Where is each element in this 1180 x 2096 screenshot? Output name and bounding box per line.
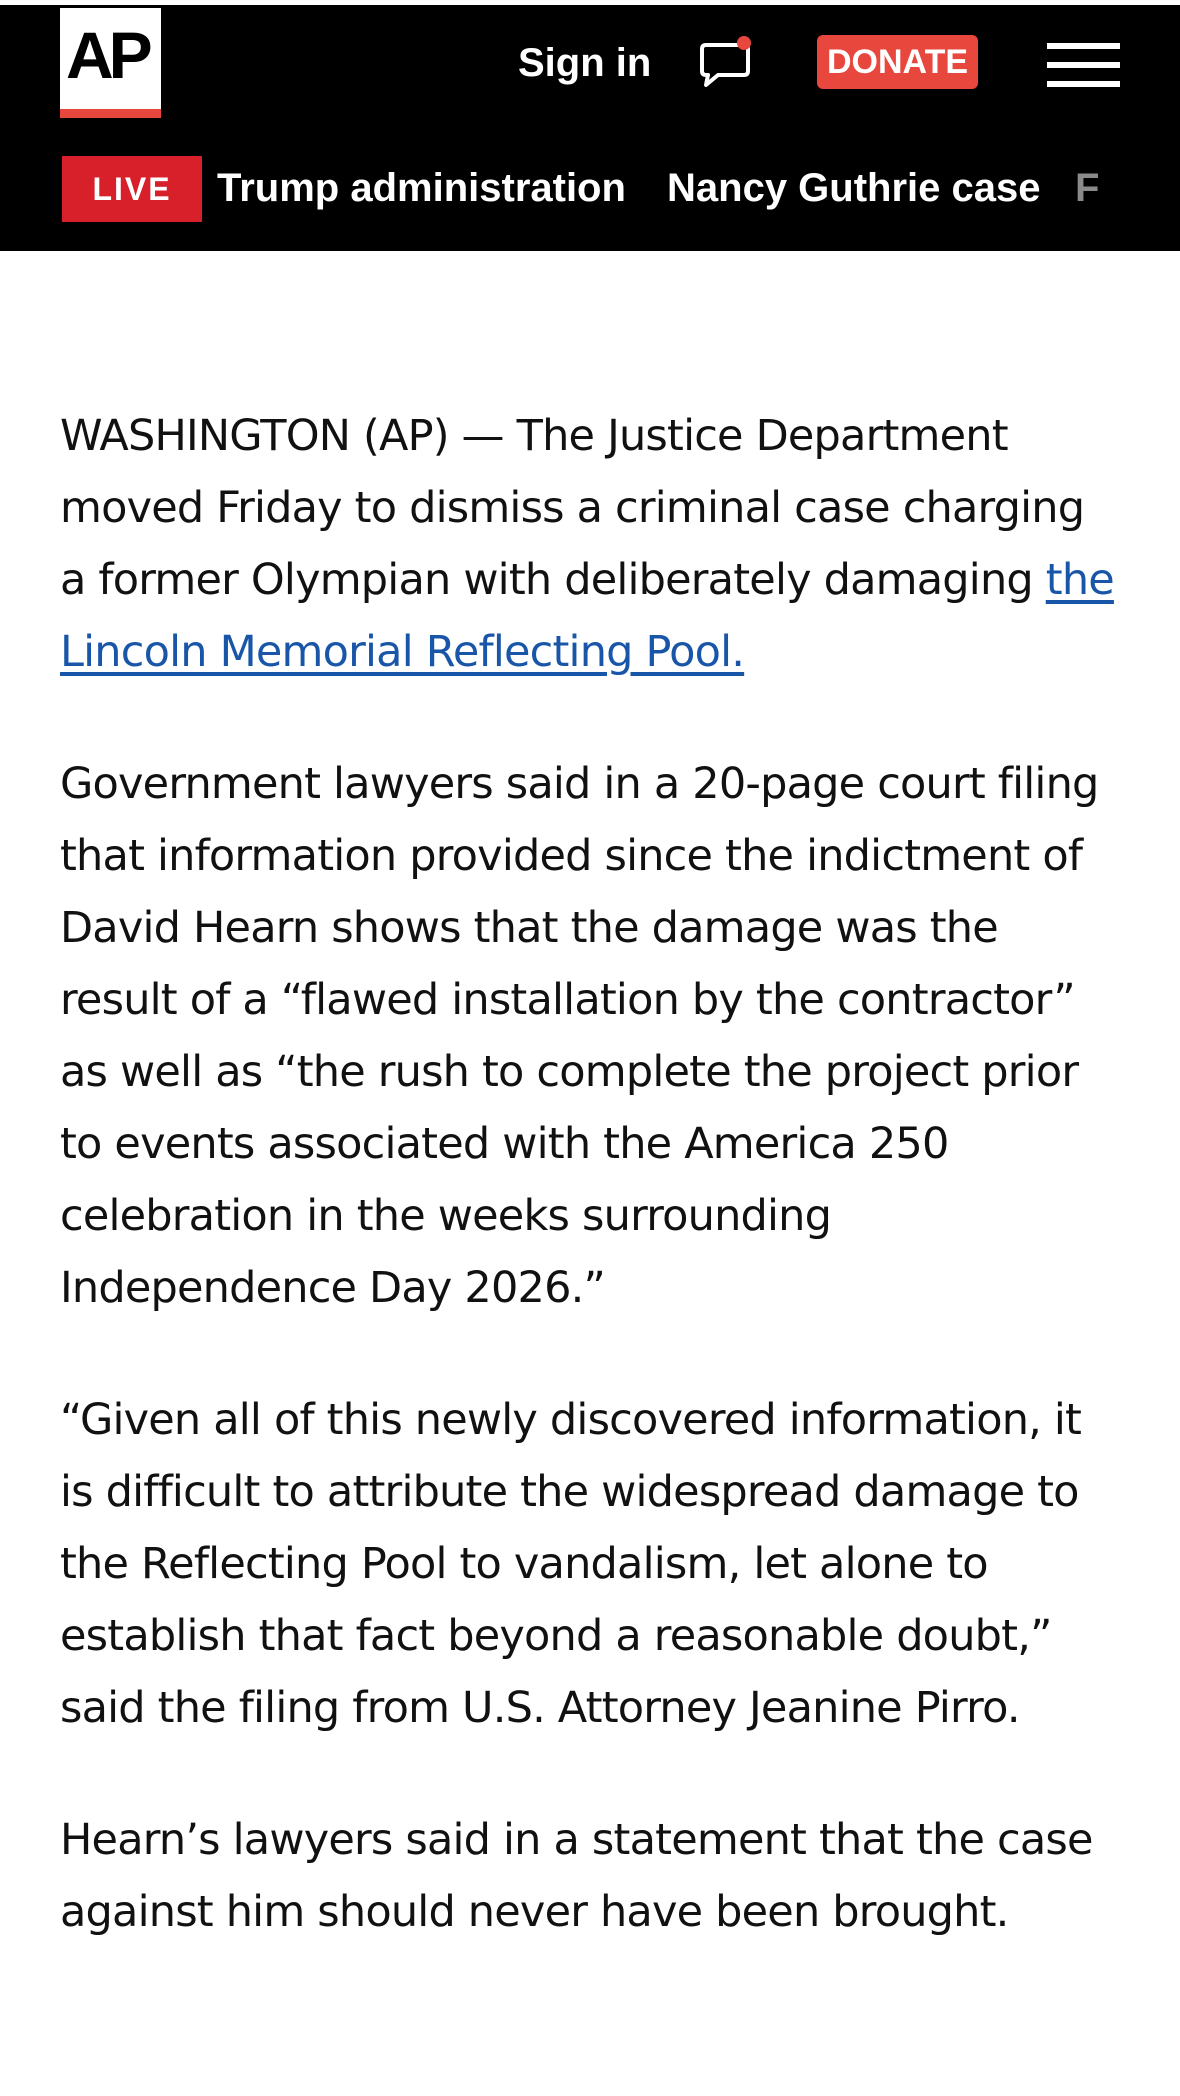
sign-in-link[interactable]: Sign in [518, 41, 652, 85]
reflecting-pool-link[interactable]: the Lincoln Memorial Reflecting Pool. [60, 555, 1114, 677]
nav-link-nancy-guthrie-case[interactable]: Nancy Guthrie case [667, 166, 1041, 210]
logo-text: AP [66, 18, 148, 92]
paragraph-1-text: WASHINGTON (AP) — The Justice Department moved Friday to dismiss a criminal case charging a former Olympian with deliberately damaging [60, 411, 1085, 605]
article-paragraph-3: “Given all of this newly discovered information, it is difficult to attribute the widespread damage to the Reflecting Pool to vandalism, let alone to establish that fact beyond a reasonable doubt,” said the filing from U.S. Attorney Jeanine Pirro. [60, 1395, 1082, 1733]
ap-logo[interactable] [60, 8, 161, 118]
live-badge[interactable]: LIVE [62, 156, 202, 222]
article-paragraph-2: Government lawyers said in a 20-page court filing that information provided since the indictment of David Hearn shows that the damage was the result of a “flawed installation by the contractor” as well as “the rush to complete the project prior to events associated with the America 250 celebration in the weeks surrounding Independence Day 2026.” [60, 759, 1099, 1313]
chat-bubble-icon[interactable] [696, 35, 758, 91]
top-header [0, 5, 1180, 251]
nav-link-trump-administration[interactable]: Trump administration [217, 166, 626, 210]
article-paragraph-1 [60, 400, 1120, 688]
article-body [60, 400, 1120, 2008]
article-paragraph-4: Hearn’s lawyers said in a statement that the case against him should never have been brought. [60, 1815, 1093, 1937]
donate-button[interactable]: DONATE [817, 35, 978, 89]
hamburger-menu-icon[interactable] [1047, 43, 1120, 88]
nav-link-truncated[interactable]: F [1075, 166, 1100, 210]
notification-dot-icon [737, 36, 751, 50]
